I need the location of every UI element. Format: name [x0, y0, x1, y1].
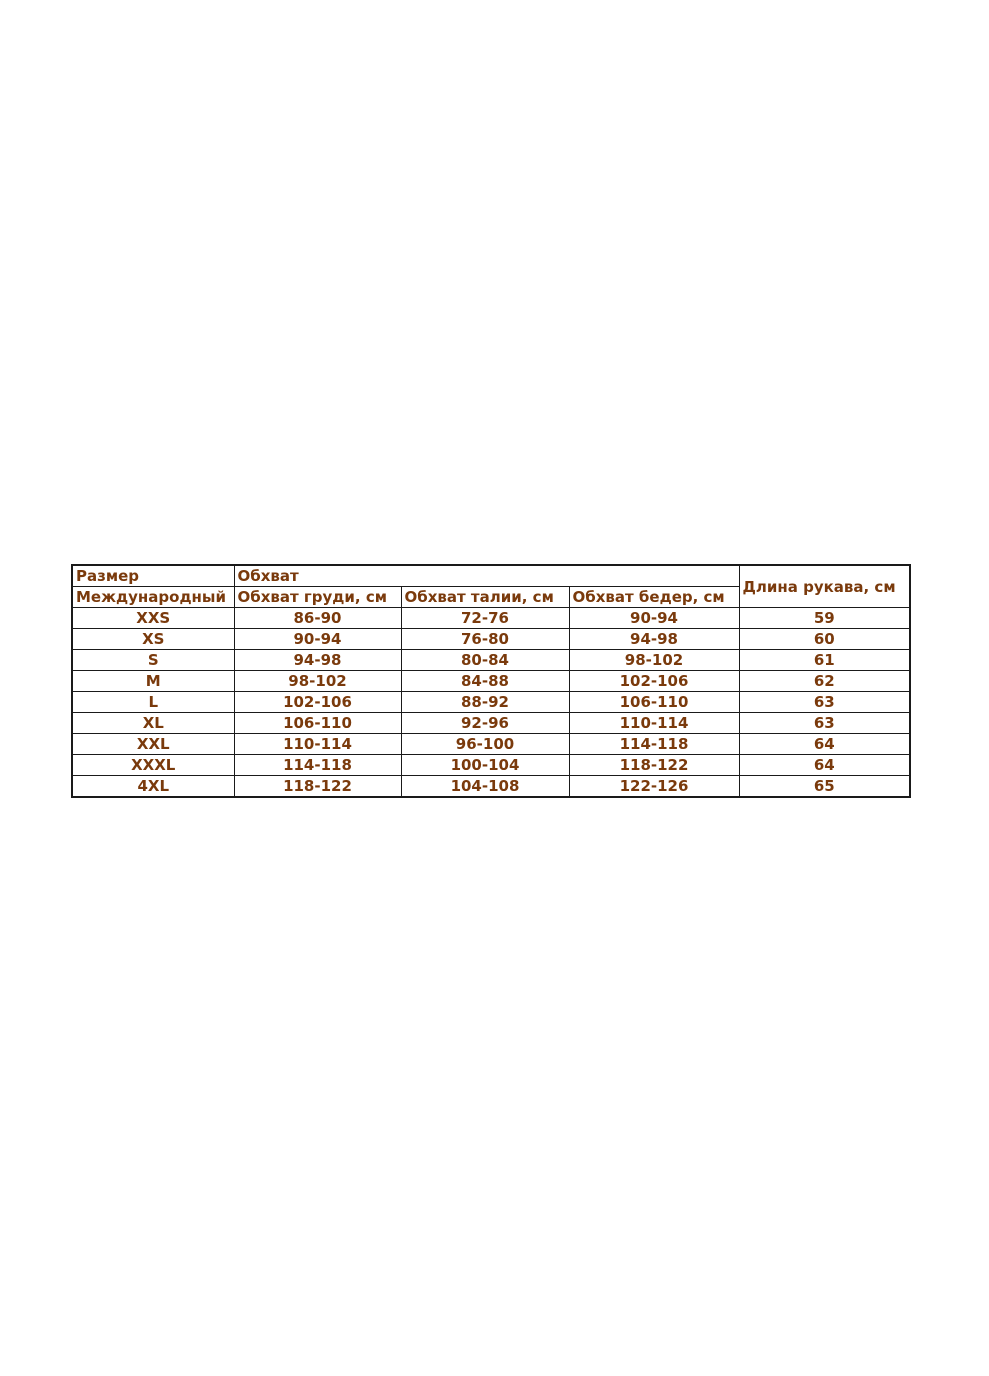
sleeve-cell: 62 — [739, 671, 910, 692]
table-row — [72, 755, 910, 776]
waist-girth-header: Обхват талии, см — [401, 587, 569, 608]
hips-cell: 98-102 — [569, 650, 739, 671]
hips-cell: 106-110 — [569, 692, 739, 713]
hips-cell: 110-114 — [569, 713, 739, 734]
size-cell: XXXL — [72, 755, 234, 776]
waist-cell: 80-84 — [401, 650, 569, 671]
sleeve-cell: 63 — [739, 692, 910, 713]
size-cell: M — [72, 671, 234, 692]
table-row — [72, 608, 910, 629]
table-row — [72, 713, 910, 734]
waist-cell: 96-100 — [401, 734, 569, 755]
size-chart-body — [72, 608, 910, 798]
header-row-top — [72, 565, 910, 587]
table-row — [72, 776, 910, 798]
hips-cell: 122-126 — [569, 776, 739, 798]
girth-header: Обхват — [234, 565, 739, 587]
size-cell: XL — [72, 713, 234, 734]
table-row — [72, 734, 910, 755]
hips-girth-header: Обхват бедер, см — [569, 587, 739, 608]
table-row — [72, 650, 910, 671]
sleeve-cell: 64 — [739, 755, 910, 776]
waist-cell: 92-96 — [401, 713, 569, 734]
size-header: Размер — [72, 565, 234, 587]
size-cell: S — [72, 650, 234, 671]
waist-cell: 104-108 — [401, 776, 569, 798]
chest-cell: 98-102 — [234, 671, 401, 692]
size-cell: XS — [72, 629, 234, 650]
sleeve-cell: 65 — [739, 776, 910, 798]
waist-cell: 100-104 — [401, 755, 569, 776]
chest-cell: 102-106 — [234, 692, 401, 713]
waist-cell: 72-76 — [401, 608, 569, 629]
waist-cell: 76-80 — [401, 629, 569, 650]
international-size-header: Международный — [72, 587, 234, 608]
size-cell: 4XL — [72, 776, 234, 798]
chest-cell: 86-90 — [234, 608, 401, 629]
table-row — [72, 629, 910, 650]
sleeve-cell: 60 — [739, 629, 910, 650]
chest-cell: 118-122 — [234, 776, 401, 798]
sleeve-cell: 59 — [739, 608, 910, 629]
size-chart-header — [72, 565, 910, 608]
hips-cell: 90-94 — [569, 608, 739, 629]
chest-cell: 110-114 — [234, 734, 401, 755]
table-row — [72, 692, 910, 713]
size-cell: XXL — [72, 734, 234, 755]
hips-cell: 94-98 — [569, 629, 739, 650]
waist-cell: 84-88 — [401, 671, 569, 692]
sleeve-cell: 63 — [739, 713, 910, 734]
chest-cell: 114-118 — [234, 755, 401, 776]
chest-girth-header: Обхват груди, см — [234, 587, 401, 608]
waist-cell: 88-92 — [401, 692, 569, 713]
table-row — [72, 671, 910, 692]
chest-cell: 94-98 — [234, 650, 401, 671]
sleeve-cell: 64 — [739, 734, 910, 755]
sleeve-length-header: Длина рукава, см — [739, 565, 910, 608]
chest-cell: 90-94 — [234, 629, 401, 650]
chest-cell: 106-110 — [234, 713, 401, 734]
hips-cell: 118-122 — [569, 755, 739, 776]
size-cell: XXS — [72, 608, 234, 629]
hips-cell: 102-106 — [569, 671, 739, 692]
sleeve-cell: 61 — [739, 650, 910, 671]
hips-cell: 114-118 — [569, 734, 739, 755]
size-cell: L — [72, 692, 234, 713]
size-chart-table — [71, 564, 911, 798]
